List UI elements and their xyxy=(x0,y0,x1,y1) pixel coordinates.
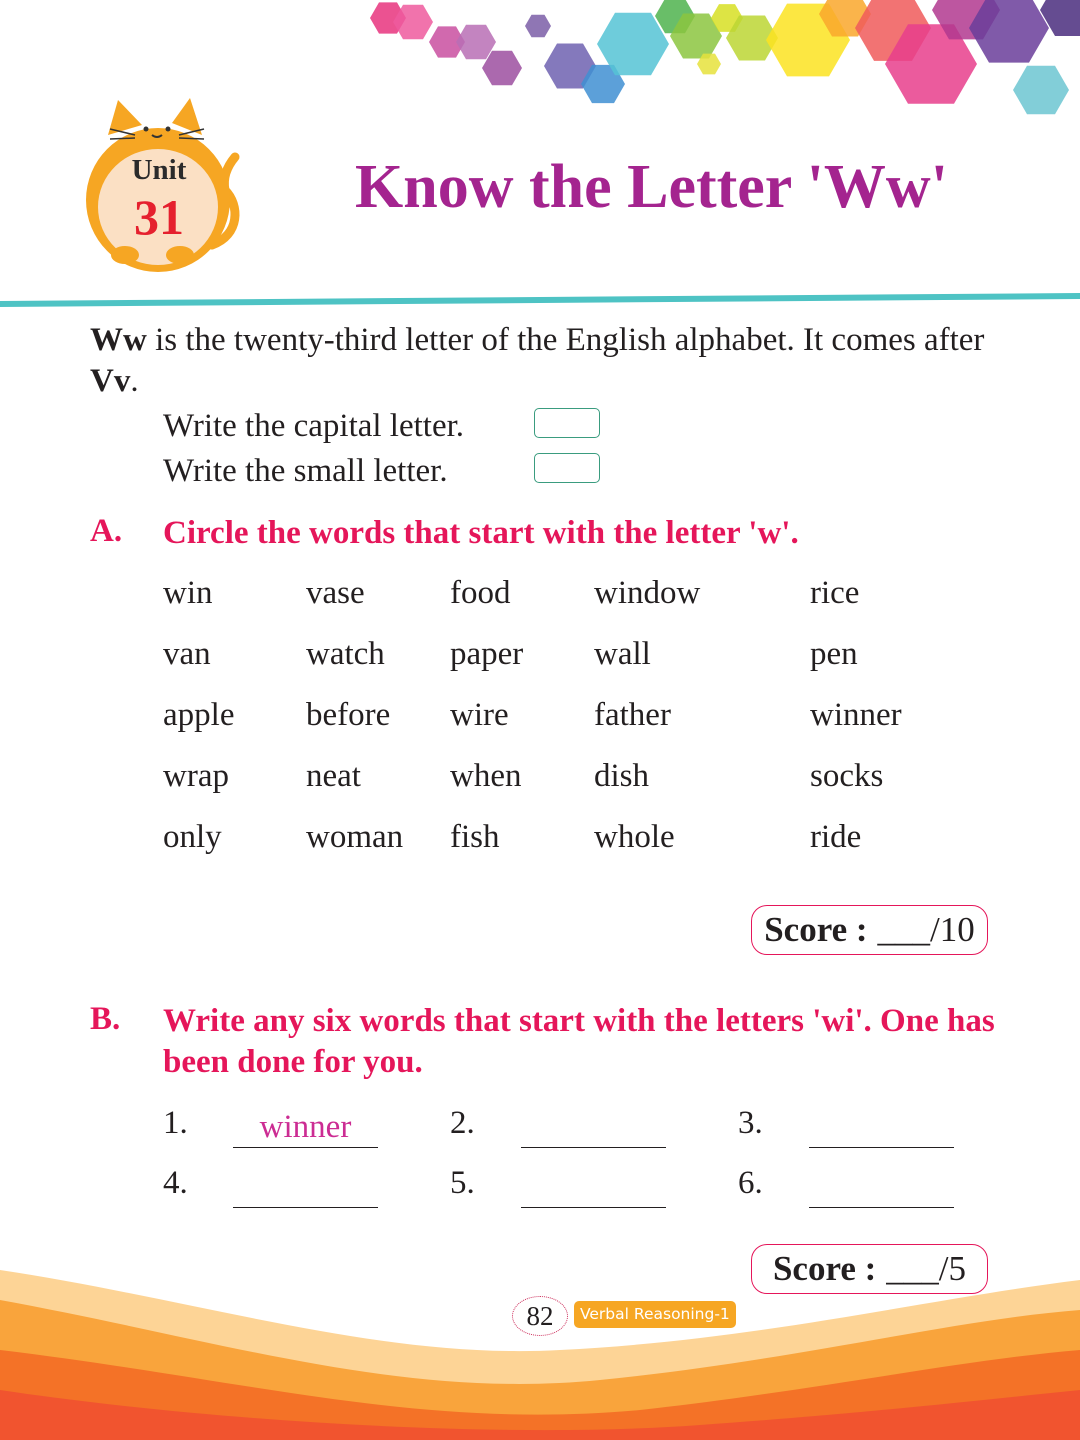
answer-number: 4. xyxy=(163,1165,188,1201)
intro-paragraph xyxy=(90,320,1020,402)
score-value: ___/10 xyxy=(877,910,975,949)
answer-number: 6. xyxy=(738,1165,763,1201)
intro-prev-letter: Vv xyxy=(90,363,131,399)
word-option[interactable]: apple xyxy=(163,697,235,733)
intro-end: . xyxy=(130,363,139,399)
capital-letter-prompt: Write the capital letter. xyxy=(163,408,465,444)
score-label: Score : xyxy=(772,1249,877,1288)
word-option[interactable]: father xyxy=(594,697,671,733)
word-option[interactable]: socks xyxy=(810,758,884,794)
intro-text: is the twenty-third letter of the English alphabet. It comes after xyxy=(146,322,985,358)
section-a-letter: A. xyxy=(90,513,123,549)
word-option[interactable]: paper xyxy=(450,636,524,672)
word-option[interactable]: pen xyxy=(810,636,858,672)
score-label: Score : xyxy=(764,910,868,949)
title-divider xyxy=(0,293,1080,307)
small-letter-answer-box[interactable] xyxy=(534,453,600,483)
unit-number: 31 xyxy=(134,189,184,245)
word-option[interactable]: win xyxy=(163,575,213,611)
word-option[interactable]: only xyxy=(163,819,222,855)
page-title: Know the Letter 'Ww' xyxy=(355,153,948,221)
word-option[interactable]: vase xyxy=(306,575,365,611)
page-number: 82 xyxy=(512,1296,568,1336)
word-option[interactable]: wrap xyxy=(163,758,229,794)
word-option[interactable]: before xyxy=(306,697,391,733)
word-option[interactable]: fish xyxy=(450,819,500,855)
word-option[interactable]: van xyxy=(163,636,211,672)
hexagon-shape xyxy=(525,15,551,38)
footer-wave-decoration xyxy=(0,1240,1080,1440)
answer-blank[interactable] xyxy=(233,1171,378,1208)
section-a-instruction: Circle the words that start with the letter 'w'. xyxy=(163,515,799,551)
answer-number: 3. xyxy=(738,1105,763,1141)
word-option[interactable]: wall xyxy=(594,636,651,672)
section-b-letter: B. xyxy=(90,1001,121,1037)
answer-blank[interactable] xyxy=(809,1111,954,1148)
word-option[interactable]: wire xyxy=(450,697,509,733)
score-value: ___/5 xyxy=(886,1249,967,1288)
word-option[interactable]: watch xyxy=(306,636,385,672)
intro-letter: Ww xyxy=(90,322,147,358)
capital-letter-answer-box[interactable] xyxy=(534,408,600,438)
answer-number: 5. xyxy=(450,1165,475,1201)
hexagon-shape xyxy=(1013,66,1069,114)
section-b-instruction: Write any six words that start with the letters 'wi'. One has been done for you. xyxy=(163,1003,995,1080)
book-title-tag: Verbal Reasoning-1 xyxy=(574,1301,736,1328)
word-option[interactable]: rice xyxy=(810,575,860,611)
answer-number: 1. xyxy=(163,1105,188,1141)
word-option[interactable]: when xyxy=(450,758,522,794)
small-letter-prompt: Write the small letter. xyxy=(163,453,448,489)
word-option[interactable]: winner xyxy=(810,697,902,733)
section-a-score-box xyxy=(751,905,988,955)
unit-label: Unit xyxy=(131,154,187,186)
hexagon-shape xyxy=(482,51,522,86)
hexagon-shape xyxy=(456,25,496,60)
word-option[interactable]: ride xyxy=(810,819,862,855)
word-option[interactable]: neat xyxy=(306,758,361,794)
hexagon-shape xyxy=(969,0,1049,63)
answer-blank[interactable] xyxy=(521,1111,666,1148)
answer-blank[interactable] xyxy=(521,1171,666,1208)
answer-blank[interactable] xyxy=(809,1171,954,1208)
word-option[interactable]: woman xyxy=(306,819,404,855)
word-option[interactable]: window xyxy=(594,575,701,611)
answer-text: winner xyxy=(259,1109,352,1145)
word-option[interactable]: food xyxy=(450,575,511,611)
word-option[interactable]: dish xyxy=(594,758,650,794)
word-option[interactable]: whole xyxy=(594,819,675,855)
answer-number: 2. xyxy=(450,1105,475,1141)
